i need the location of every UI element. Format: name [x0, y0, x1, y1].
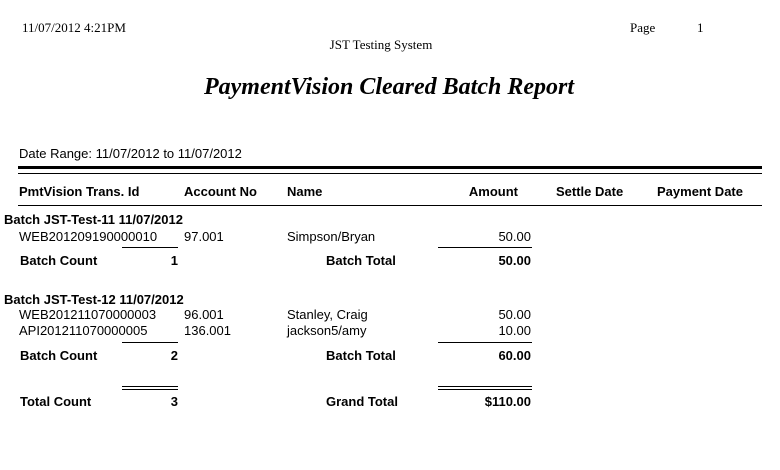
row-trans-id: WEB201209190000010: [19, 229, 158, 244]
col-account-no: Account No: [184, 184, 257, 199]
count-rule: [122, 342, 178, 343]
row-account: 96.001: [184, 307, 224, 322]
report-title: PaymentVision Cleared Batch Report: [203, 74, 575, 100]
date-range: Date Range: 11/07/2012 to 11/07/2012: [19, 146, 242, 161]
grand-count-rule-top: [122, 386, 178, 387]
row-amount: 50.00: [498, 229, 531, 244]
header-rule-top-thin: [18, 173, 762, 174]
count-rule: [122, 247, 178, 248]
row-name: Simpson/Bryan: [287, 229, 376, 244]
batch-count-label: Batch Count: [20, 348, 98, 363]
batch-total-value: 50.00: [498, 253, 531, 268]
grand-count-rule-bottom: [122, 389, 178, 390]
col-amount: Amount: [468, 184, 518, 199]
page-number: 1: [697, 20, 704, 35]
grand-total-label: Grand Total: [326, 394, 398, 409]
batch-count-label: Batch Count: [20, 253, 98, 268]
batch-total-label: Batch Total: [326, 253, 396, 268]
row-account: 136.001: [184, 323, 231, 338]
batch-total-label: Batch Total: [326, 348, 396, 363]
col-trans-id: PmtVision Trans. Id: [19, 184, 140, 199]
col-name: Name: [287, 184, 323, 199]
report-datetime: 11/07/2012 4:21PM: [22, 20, 126, 35]
batch-total-value: 60.00: [498, 348, 531, 363]
batch-count-value: 2: [170, 348, 178, 363]
page-label: Page: [630, 20, 656, 35]
batch-count-value: 1: [170, 253, 178, 268]
col-settle-date: Settle Date: [556, 184, 624, 199]
batch-title: Batch JST-Test-11 11/07/2012: [4, 212, 183, 227]
row-name: Stanley, Craig: [287, 307, 368, 322]
grand-total-rule-top: [438, 386, 532, 387]
grand-total-value: $110.00: [484, 394, 531, 409]
header-rule-top: [18, 166, 762, 169]
grand-total-rule-bottom: [438, 389, 532, 390]
row-amount: 10.00: [498, 323, 531, 338]
row-trans-id: WEB201211070000003: [19, 307, 157, 322]
row-account: 97.001: [184, 229, 224, 244]
row-trans-id: API201211070000005: [19, 323, 148, 338]
batch-title: Batch JST-Test-12 11/07/2012: [4, 292, 184, 307]
total-count-value: 3: [170, 394, 178, 409]
header-rule-bottom: [18, 205, 762, 206]
row-amount: 50.00: [498, 307, 531, 322]
system-name: JST Testing System: [329, 37, 433, 52]
row-name: jackson5/amy: [287, 323, 367, 338]
total-count-label: Total Count: [20, 394, 92, 409]
total-rule: [438, 247, 532, 248]
total-rule: [438, 342, 532, 343]
col-payment-date: Payment Date: [657, 184, 743, 199]
